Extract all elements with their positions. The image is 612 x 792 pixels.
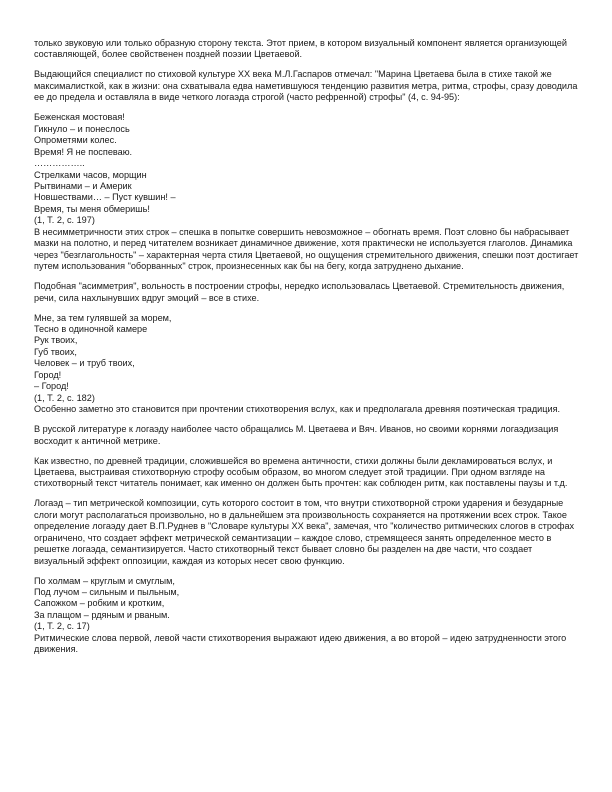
paragraph: В русской литературе к логаэду наиболее часто обращались М. Цветаева и Вяч. Иванов, но своими корнями логаэдизация восходит к античной метрике. [34,424,559,446]
verse-line: – Город! [34,381,69,392]
verse-citation: (1, Т. 2, с. 197) [34,215,95,226]
verse-line: …………….. [34,158,85,169]
verse-line: За плащом – рдяным и рваным. [34,609,170,620]
verse-line: Под лучом – сильным и пыльным, [34,587,180,598]
verse-line: Новшествами… – Пуст кувшин! – [34,192,176,203]
verse-block [34,112,580,227]
paragraph: В несимметричности этих строк – спешка в попытке совершить невозможное – обогнать время. Поэт словно бы набрасывает мазки на полотно, и перед читателем возникает динамичное движение, хотя практически не используется глаголов. Динамика через "безглагольность" – характерная черта стиля Цветаевой, но ощущения стремительного движения, спешки поэт достигает путем использования "оборванных" строк, произнесенных как бы на бегу, когда затруднено дыхание. [34,226,579,272]
verse-line: Рук твоих, [34,335,78,346]
verse-line: Время, ты меня обмеришь! [34,203,150,214]
paragraph: Подобная "асимметрия", вольность в построении строфы, нередко использовалась Цветаевой. Стремительность движения, речи, сила нахлынувших вдруг эмоций – все в стихе. [34,281,565,303]
verse-line: Опрометями колес. [34,135,117,146]
verse-line: Губ твоих, [34,346,77,357]
paragraph: Логаэд – тип метрической композиции, суть которого состоит в том, что внутри стихотворной строки ударения и безударные слоги могут располагаться произвольно, но в дальнейшем эта произвольность сохраняется на протяжении всех строк. Такое определение логаэду дает В.П.Руднев в "Словаре культуры ХХ века", замечая, что "количество ритмических слогов в строфах ограничено, что создает эффект метрической семантизации – каждое слово, стремящееся занять определенное место в решетке логаэда, семантизируется. Часто стихотворный текст бывает словно бы разделен на две части, что создает визуальный эффект оппозиции, каждая из которых несет свою функцию. [34,498,575,566]
verse-line: Человек – и труб твоих, [34,358,135,369]
verse-line: Мне, за тем гулявшей за морем, [34,312,172,323]
paragraph: только звуковую или только образную сторону текста. Этот прием, в котором визуальный компонент является организующей составляющей, более свойственен поздней поэзии Цветаевой. [34,38,567,60]
verse-line: Время! Я не поспеваю. [34,146,133,157]
verse-line: Гикнуло – и понеслось [34,123,130,134]
verse-line: Тесно в одиночной камере [34,323,148,334]
verse-line: Рытвинами – и Америк [34,180,132,191]
verse-line: Город! [34,369,62,380]
verse-line: По холмам – круглым и смуглым, [34,575,175,586]
verse-line: Стрелками часов, морщин [34,169,147,180]
verse-block [34,313,580,405]
paragraph: Ритмические слова первой, левой части стихотворения выражают идею движения, а во второй – идею затрудненности этого движения. [34,632,567,655]
verse-block [34,576,580,633]
paragraph: Выдающийся специалист по стиховой культуре ХХ века М.Л.Гаспаров отмечал: "Марина Цветаева была в стихе такой же максималисткой, как в жизни: она схватывала едва наметившуюся тенденцию развития метра, ритма, строфы, сразу доводила ее до предела и оставляла в виде четкого логаэда строгой (часто рефренной) строфы" (4, с. 94-95): [34,69,578,103]
verse-citation: (1, Т. 2, с. 17) [34,621,90,632]
document-page [34,38,580,664]
paragraph: Как известно, по древней традиции, сложившейся во времена античности, стихи должны были декламироваться вслух, и Цветаева, выстраивая стихотворную строфу особым образом, во многом следует этой традиции. При одном взгляде на стихотворный текст читатель понимает, как именно он должен быть прочтен: как соблюден ритм, как поставлены паузы и т.д. [34,455,568,489]
verse-line: Сапожком – робким и кротким, [34,598,165,609]
verse-citation: (1, Т. 2, с. 182) [34,392,95,403]
paragraph: Особенно заметно это становится при прочтении стихотворения вслух, как и предполагала древняя поэтическая традиция. [34,404,561,415]
verse-line: Беженская мостовая! [34,112,125,123]
